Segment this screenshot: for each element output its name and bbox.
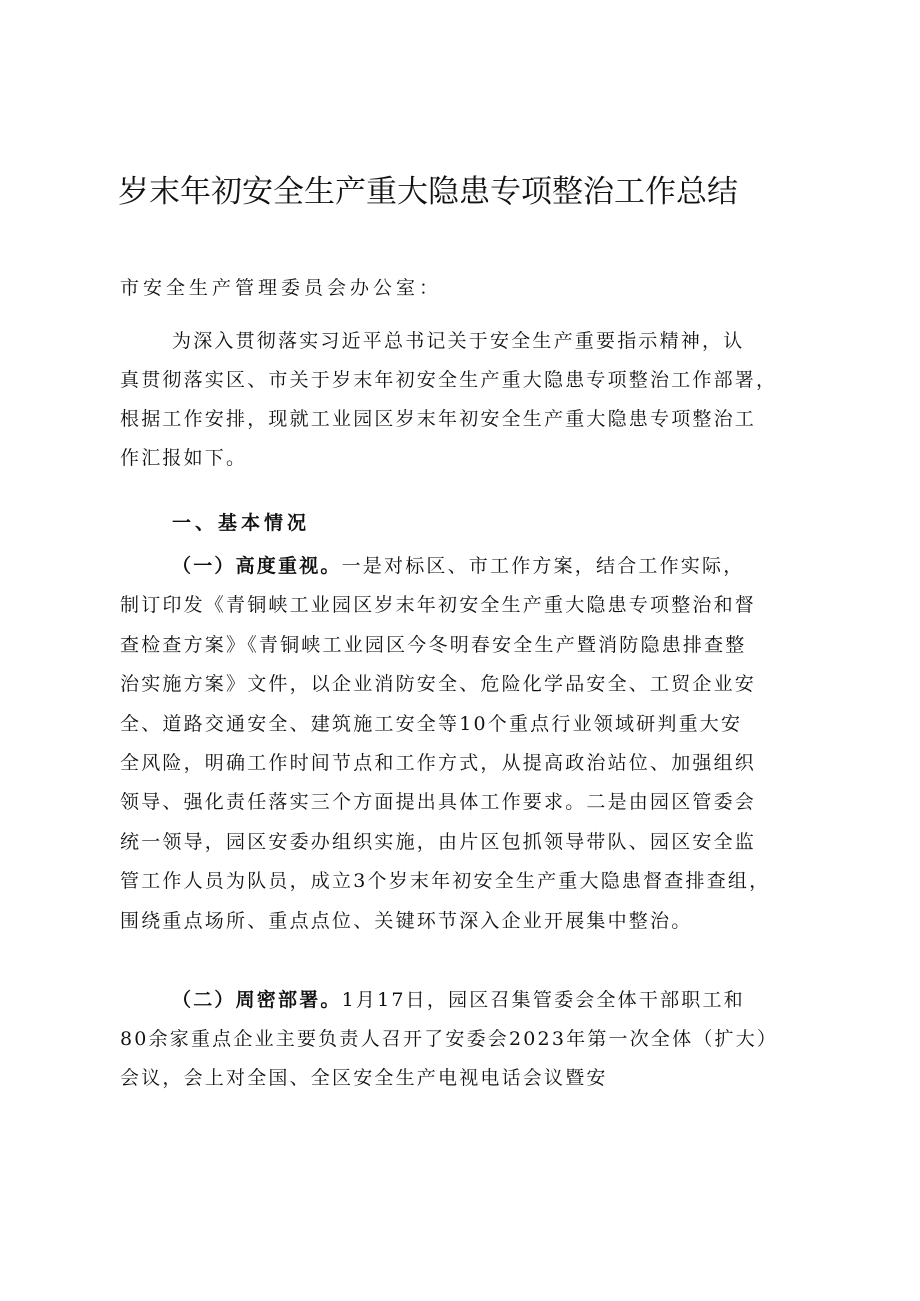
body-line: 治实施方案》文件，以企业消防安全、危险化学品安全、工贸企业安 xyxy=(120,673,757,696)
salutation: 市安全生产管理委员会办公室： xyxy=(120,277,443,299)
intro-paragraph xyxy=(120,322,820,478)
body-line: 查检查方案》《青铜峡工业园区今冬明春安全生产暨消防隐患排查整 xyxy=(120,633,747,656)
page-title: 岁末年初安全生产重大隐患专项整治工作总结 xyxy=(118,174,738,210)
body-line: 全风险，明确工作时间节点和工作方式，从提高政治站位、加强组织 xyxy=(120,751,757,774)
body-line: 围绕重点场所、重点点位、关键环节深入企业开展集中整治。 xyxy=(120,909,693,932)
subsection-first-line xyxy=(120,547,820,586)
body-line: 80余家重点企业主要负责人召开了安委会2023年第一次全体（扩大） xyxy=(120,1028,779,1050)
subsection-label: （一）高度重视。 xyxy=(172,555,342,577)
subsection-careful-deployment xyxy=(120,981,820,1098)
intro-line: 真贯彻落实区、市关于岁末年初安全生产重大隐患专项整治工作部署， xyxy=(120,369,778,391)
intro-line: 根据工作安排，现就工业园区岁末年初安全生产重大隐患专项整治工 xyxy=(120,408,757,430)
body-line: 制订印发《青铜峡工业园区岁末年初安全生产重大隐患专项整治和督 xyxy=(120,594,757,617)
subsection-first-line-text: 1月17日，园区召集管委会全体干部职工和 xyxy=(341,989,745,1011)
subsection-first-line xyxy=(120,981,820,1020)
section-heading-basic-situation: 一、基本情况 xyxy=(172,512,311,534)
body-line: 统一领导，园区安委办组织实施，由片区包抓领导带队、园区安全监 xyxy=(120,830,757,853)
intro-line: 作汇报如下。 xyxy=(120,447,248,469)
body-line: 会议，会上对全国、全区安全生产电视电话会议暨安 xyxy=(120,1067,608,1089)
subsection-high-priority xyxy=(120,547,820,941)
subsection-label: （二）周密部署。 xyxy=(172,989,342,1011)
body-line: 领导、强化责任落实三个方面提出具体工作要求。二是由园区管委会 xyxy=(120,791,757,814)
body-line: 管工作人员为队员，成立3个岁末年初安全生产重大隐患督查排查组， xyxy=(120,870,771,893)
intro-line: 为深入贯彻落实习近平总书记关于安全生产重要指示精神，认 xyxy=(172,330,745,352)
body-line: 全、道路交通安全、建筑施工安全等10个重点行业领域研判重大安 xyxy=(120,712,743,735)
subsection-first-line-text: 一是对标区、市工作方案，结合工作实际， xyxy=(341,555,745,577)
